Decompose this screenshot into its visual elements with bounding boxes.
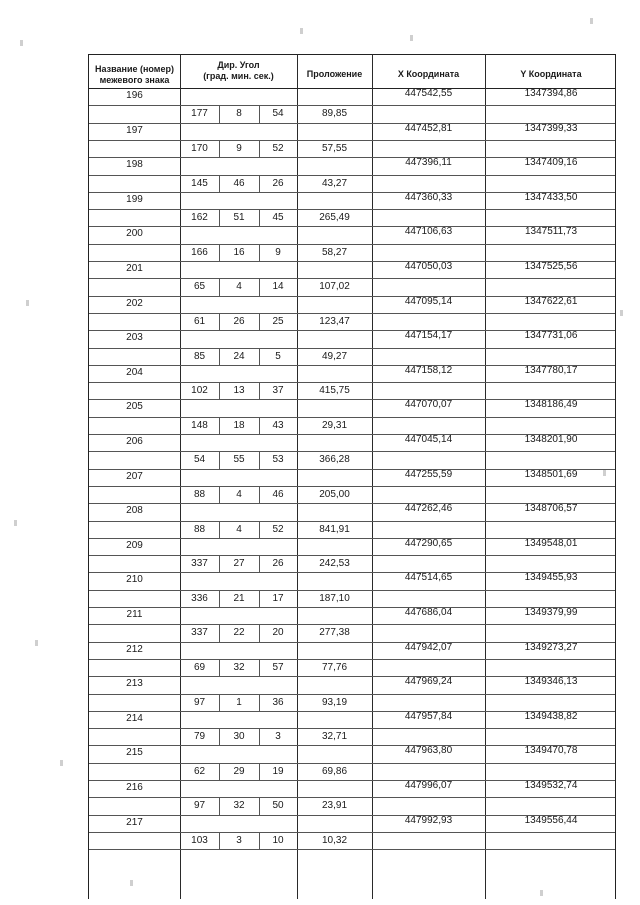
point-name: 216 bbox=[126, 782, 143, 793]
point-x: 447996,07 bbox=[404, 780, 453, 791]
point-x: 447070,07 bbox=[404, 399, 453, 411]
row-separator bbox=[89, 659, 615, 660]
point-y: 1349470,78 bbox=[524, 745, 578, 757]
scan-speck bbox=[590, 18, 593, 24]
segment-length: 69,86 bbox=[321, 765, 348, 777]
table-top-border bbox=[89, 54, 615, 55]
point-y: 1349532,74 bbox=[524, 780, 578, 791]
angle-seconds: 52 bbox=[272, 142, 284, 154]
angle-seconds: 20 bbox=[272, 627, 284, 639]
point-x: 447360,33 bbox=[404, 191, 453, 203]
scan-speck bbox=[540, 890, 543, 896]
segment-length: 123,47 bbox=[319, 315, 350, 327]
point-y: 1349273,27 bbox=[524, 641, 578, 653]
header-name-line1: Название (номер) bbox=[95, 64, 174, 74]
angle-minutes: 21 bbox=[233, 592, 245, 604]
row-separator bbox=[89, 140, 615, 141]
angle-seconds: 57 bbox=[272, 661, 284, 673]
point-y: 1348501,69 bbox=[524, 468, 578, 480]
segment-length: 242,53 bbox=[319, 558, 350, 570]
point-x: 447969,24 bbox=[404, 676, 453, 688]
row-separator bbox=[89, 244, 615, 245]
segment-length: 89,85 bbox=[321, 108, 348, 120]
angle-degrees: 162 bbox=[191, 212, 208, 224]
angle-degrees: 88 bbox=[193, 488, 206, 500]
scan-speck bbox=[35, 640, 38, 646]
segment-length: 93,19 bbox=[321, 696, 348, 708]
point-x: 447045,14 bbox=[404, 434, 453, 445]
point-y: 1349346,13 bbox=[524, 676, 578, 688]
scan-speck bbox=[603, 470, 606, 476]
point-name: 204 bbox=[126, 366, 143, 378]
point-x: 447262,46 bbox=[404, 503, 453, 515]
point-x: 447686,04 bbox=[404, 607, 453, 618]
angle-minutes: 27 bbox=[233, 558, 245, 570]
row-separator bbox=[89, 278, 615, 279]
angle-seconds: 14 bbox=[272, 281, 284, 293]
point-name: 210 bbox=[126, 574, 143, 586]
point-name: 203 bbox=[126, 332, 143, 344]
header-angle-line2: (град. мин. сек.) bbox=[203, 71, 274, 81]
point-name: 206 bbox=[126, 436, 143, 447]
segment-length: 58,27 bbox=[321, 246, 348, 258]
point-name: 207 bbox=[126, 470, 143, 482]
angle-seconds: 9 bbox=[275, 246, 281, 258]
point-name: 212 bbox=[126, 643, 143, 655]
row-separator bbox=[89, 849, 615, 850]
segment-length: 29,31 bbox=[321, 419, 348, 431]
point-x: 447992,93 bbox=[404, 814, 453, 826]
segment-length: 107,02 bbox=[319, 281, 350, 293]
point-x: 447290,65 bbox=[404, 537, 453, 549]
point-name: 196 bbox=[126, 90, 143, 101]
point-name: 214 bbox=[126, 712, 143, 724]
header-length: Проложение bbox=[306, 69, 363, 79]
point-x: 447050,03 bbox=[404, 261, 453, 272]
angle-minutes: 26 bbox=[233, 315, 245, 327]
header-angle-line1: Дир. Угол bbox=[217, 60, 260, 70]
scan-speck bbox=[300, 28, 303, 34]
angle-degrees: 69 bbox=[193, 661, 206, 673]
scan-speck bbox=[26, 300, 29, 306]
row-separator bbox=[89, 451, 615, 452]
scan-speck bbox=[410, 35, 413, 41]
angle-degrees: 336 bbox=[191, 592, 208, 604]
angle-degrees: 103 bbox=[191, 834, 208, 846]
angle-minutes: 4 bbox=[236, 281, 242, 293]
angle-minutes: 13 bbox=[233, 385, 245, 397]
angle-degrees: 148 bbox=[191, 419, 208, 431]
scan-speck bbox=[14, 520, 17, 526]
point-name: 199 bbox=[126, 193, 143, 205]
angle-seconds: 10 bbox=[272, 834, 284, 846]
angle-seconds: 46 bbox=[272, 488, 284, 500]
scan-speck bbox=[130, 880, 133, 886]
segment-length: 205,00 bbox=[319, 488, 350, 500]
angle-minutes: 30 bbox=[233, 731, 245, 743]
angle-degrees: 145 bbox=[191, 177, 208, 189]
point-name: 217 bbox=[126, 816, 143, 828]
point-y: 1349379,99 bbox=[524, 607, 578, 618]
angle-degrees: 102 bbox=[191, 385, 208, 397]
row-separator bbox=[89, 313, 615, 314]
point-x: 447255,59 bbox=[404, 468, 453, 480]
angle-minutes: 9 bbox=[236, 142, 242, 154]
boundary-coordinates-table bbox=[88, 54, 616, 899]
angle-degrees: 88 bbox=[193, 523, 206, 535]
point-x: 447963,80 bbox=[404, 745, 453, 757]
point-y: 1349438,82 bbox=[524, 710, 578, 722]
angle-seconds: 53 bbox=[272, 454, 284, 466]
angle-seconds: 25 bbox=[272, 315, 284, 327]
angle-minutes: 32 bbox=[233, 661, 245, 673]
angle-seconds: 26 bbox=[272, 558, 284, 570]
angle-degrees: 97 bbox=[193, 696, 206, 708]
point-x: 447396,11 bbox=[405, 157, 452, 169]
angle-minutes: 51 bbox=[233, 212, 245, 224]
angle-minutes: 24 bbox=[233, 350, 245, 362]
angle-degrees: 79 bbox=[193, 731, 206, 743]
angle-minutes: 4 bbox=[236, 523, 242, 535]
point-y: 1347731,06 bbox=[524, 330, 578, 342]
angle-seconds: 45 bbox=[272, 212, 284, 224]
angle-seconds: 26 bbox=[272, 177, 284, 189]
angle-degrees: 65 bbox=[193, 281, 206, 293]
segment-length: 32,71 bbox=[321, 731, 348, 743]
row-separator bbox=[89, 175, 615, 176]
segment-length: 49,27 bbox=[321, 350, 348, 362]
point-y: 1347394,86 bbox=[524, 88, 578, 99]
angle-degrees: 177 bbox=[191, 108, 208, 120]
angle-seconds: 43 bbox=[272, 419, 284, 431]
row-separator bbox=[89, 209, 615, 210]
angle-minutes: 18 bbox=[233, 419, 245, 431]
angle-seconds: 3 bbox=[275, 731, 281, 743]
point-x: 447452,81 bbox=[404, 122, 453, 134]
row-separator bbox=[89, 555, 615, 556]
point-x: 447514,65 bbox=[404, 572, 453, 584]
point-x: 447106,63 bbox=[404, 226, 453, 238]
angle-seconds: 54 bbox=[272, 108, 284, 120]
scan-speck bbox=[60, 760, 63, 766]
point-y: 1347399,33 bbox=[524, 122, 578, 134]
point-name: 200 bbox=[126, 228, 143, 240]
angle-minutes: 3 bbox=[236, 834, 242, 846]
header-angle bbox=[180, 60, 297, 82]
point-y: 1347780,17 bbox=[524, 364, 578, 376]
angle-seconds: 50 bbox=[272, 800, 284, 812]
row-separator bbox=[89, 624, 615, 625]
angle-seconds: 5 bbox=[275, 350, 281, 362]
angle-degrees: 166 bbox=[191, 246, 208, 258]
point-x: 447957,84 bbox=[404, 710, 453, 722]
angle-seconds: 52 bbox=[272, 523, 284, 535]
point-y: 1347511,73 bbox=[524, 226, 578, 238]
header-name-line2: межевого знака bbox=[99, 75, 170, 85]
angle-minutes: 4 bbox=[236, 488, 242, 500]
segment-length: 366,28 bbox=[319, 454, 350, 466]
angle-seconds: 19 bbox=[272, 765, 284, 777]
header-name bbox=[89, 64, 180, 86]
segment-length: 43,27 bbox=[321, 177, 348, 189]
point-name: 202 bbox=[126, 297, 143, 309]
point-x: 447158,12 bbox=[404, 364, 453, 376]
angle-degrees: 170 bbox=[191, 142, 208, 154]
point-x: 447095,14 bbox=[404, 295, 453, 307]
point-name: 201 bbox=[126, 263, 143, 274]
point-y: 1348706,57 bbox=[524, 503, 578, 515]
angle-degrees: 61 bbox=[193, 315, 206, 327]
segment-length: 77,76 bbox=[321, 661, 348, 673]
angle-minutes: 46 bbox=[233, 177, 245, 189]
angle-degrees: 54 bbox=[193, 454, 206, 466]
angle-minutes: 22 bbox=[233, 627, 245, 639]
angle-seconds: 37 bbox=[272, 385, 284, 397]
point-name: 209 bbox=[126, 539, 143, 551]
angle-minutes: 29 bbox=[233, 765, 245, 777]
point-name: 198 bbox=[126, 159, 143, 171]
point-y: 1348186,49 bbox=[524, 399, 578, 411]
row-separator bbox=[89, 694, 615, 695]
point-y: 1349455,93 bbox=[524, 572, 578, 584]
point-y: 1347433,50 bbox=[524, 191, 578, 203]
point-y: 1349556,44 bbox=[524, 814, 578, 826]
segment-length: 841,91 bbox=[319, 523, 350, 535]
row-separator bbox=[89, 105, 615, 106]
point-y: 1347525,56 bbox=[524, 261, 578, 272]
angle-minutes: 55 bbox=[233, 454, 245, 466]
angle-minutes: 16 bbox=[233, 246, 245, 258]
row-separator bbox=[89, 521, 615, 522]
point-name: 197 bbox=[126, 124, 143, 136]
segment-length: 187,10 bbox=[319, 592, 350, 604]
segment-length: 23,91 bbox=[321, 800, 348, 812]
point-x: 447542,55 bbox=[404, 88, 453, 99]
point-name: 215 bbox=[126, 747, 143, 759]
angle-degrees: 337 bbox=[191, 627, 208, 639]
row-separator bbox=[89, 486, 615, 487]
point-name: 205 bbox=[126, 401, 143, 413]
row-separator bbox=[89, 382, 615, 383]
point-y: 1347622,61 bbox=[524, 295, 578, 307]
point-name: 213 bbox=[126, 678, 143, 690]
angle-degrees: 97 bbox=[193, 800, 206, 812]
row-separator bbox=[89, 763, 615, 764]
angle-degrees: 62 bbox=[193, 765, 206, 777]
scan-speck bbox=[20, 40, 23, 46]
angle-minutes: 32 bbox=[233, 800, 245, 812]
angle-seconds: 17 bbox=[272, 592, 284, 604]
point-y: 1349548,01 bbox=[524, 537, 578, 549]
angle-seconds: 36 bbox=[272, 696, 284, 708]
point-x: 447154,17 bbox=[404, 330, 453, 342]
header-x: X Координата bbox=[397, 69, 460, 79]
header-y: Y Координата bbox=[520, 69, 582, 79]
segment-length: 415,75 bbox=[319, 385, 350, 397]
angle-minutes: 1 bbox=[236, 696, 242, 708]
row-separator bbox=[89, 417, 615, 418]
segment-length: 277,38 bbox=[319, 627, 350, 639]
row-separator bbox=[89, 797, 615, 798]
segment-length: 57,55 bbox=[321, 142, 348, 154]
angle-degrees: 85 bbox=[193, 350, 206, 362]
row-separator bbox=[89, 728, 615, 729]
scan-speck bbox=[620, 310, 623, 316]
row-separator bbox=[89, 590, 615, 591]
point-name: 211 bbox=[126, 609, 143, 620]
segment-length: 10,32 bbox=[321, 834, 348, 846]
point-x: 447942,07 bbox=[404, 641, 453, 653]
point-name: 208 bbox=[126, 505, 143, 517]
angle-degrees: 337 bbox=[191, 558, 208, 570]
point-y: 1347409,16 bbox=[524, 157, 578, 169]
row-separator bbox=[89, 832, 615, 833]
angle-minutes: 8 bbox=[236, 108, 242, 120]
segment-length: 265,49 bbox=[319, 212, 350, 224]
point-y: 1348201,90 bbox=[524, 434, 578, 445]
row-separator bbox=[89, 348, 615, 349]
